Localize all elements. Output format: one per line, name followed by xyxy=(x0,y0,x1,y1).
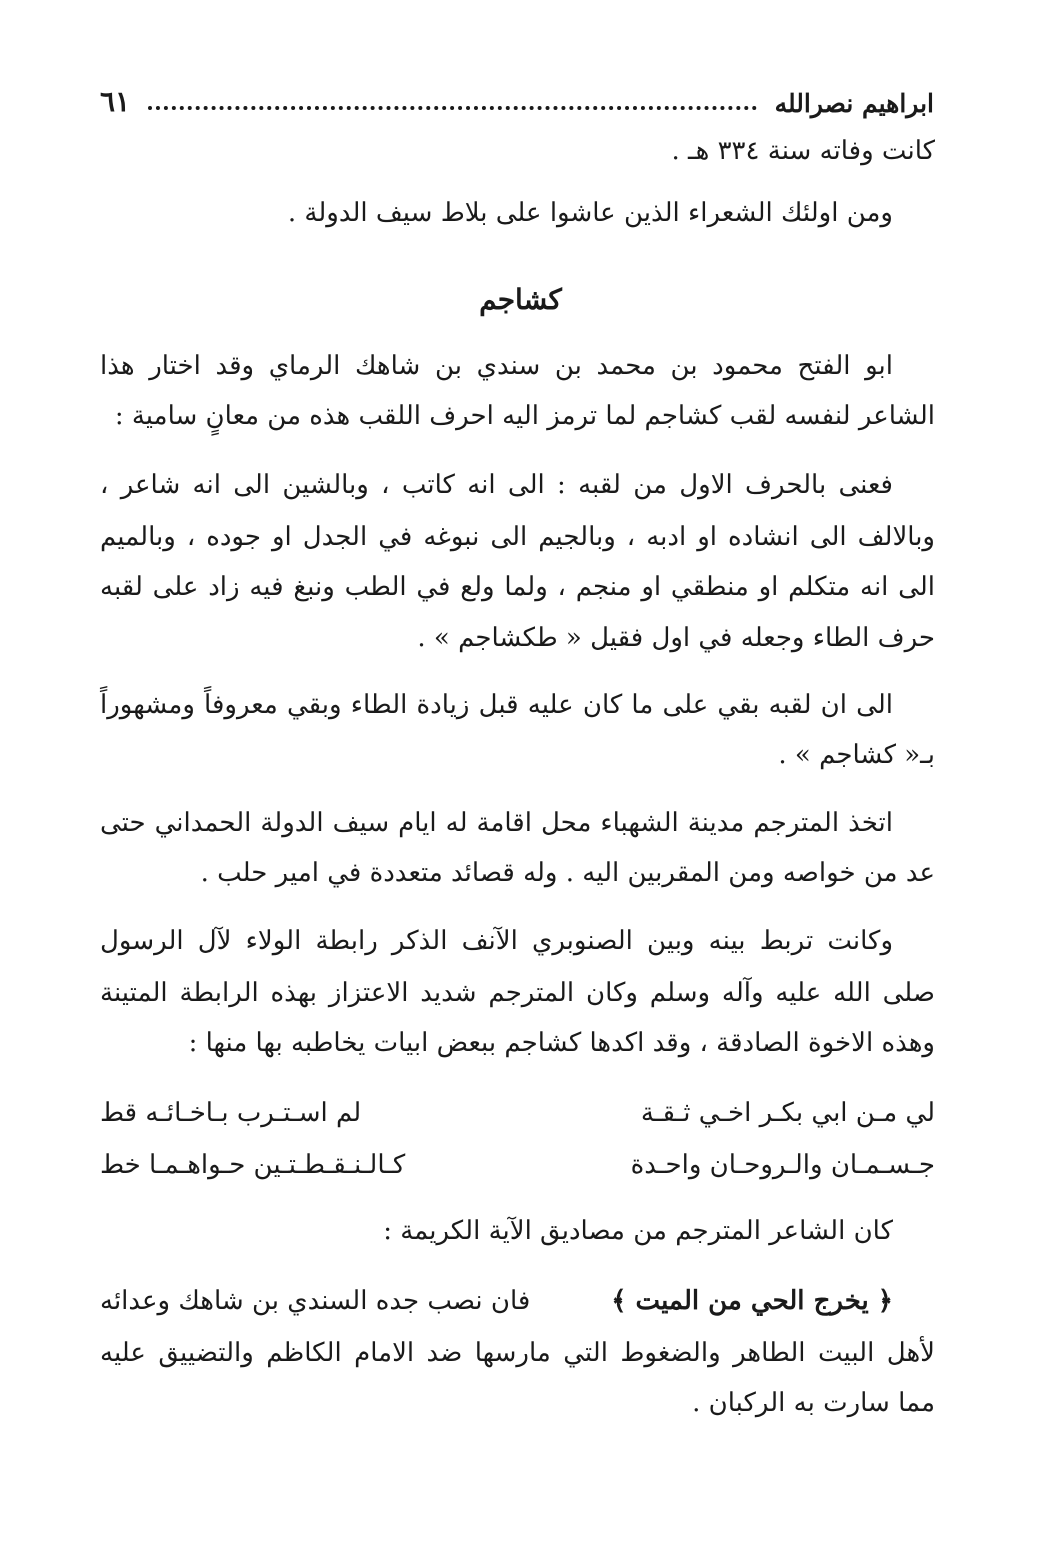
text-line: ومن اولئك الشعراء الذين عاشوا على بلاط سيف الدولة . xyxy=(287,198,893,228)
text-line: صلى الله عليه وآله وسلم وكان المترجم شديد الاعتزاز بهذه الرابطة المتينة xyxy=(100,978,935,1008)
text-line: مما سارت به الركبان . xyxy=(692,1388,935,1418)
section-heading: كشاجم xyxy=(479,283,562,316)
verse-second-hemistich: كـالـنـقـطـتـين حـواهـمـا خط xyxy=(100,1150,406,1180)
text-line: فعنى بالحرف الاول من لقبه : الى انه كاتب ، وبالشين الى انه شاعر ، xyxy=(100,470,893,500)
page-header xyxy=(100,84,934,118)
text-line: الى انه متكلم او منطقي او منجم ، ولما ولع في الطب ونبغ فيه زاد على لقبه xyxy=(100,572,935,602)
running-title: ابراهيم نصرالله xyxy=(774,89,934,118)
text-fragment: فان نصب جده السندي بن شاهك وعدائه xyxy=(100,1286,531,1316)
page-number: ٦١ xyxy=(100,85,131,118)
text-line: عد من خواصه ومن المقربين اليه . وله قصائد متعددة في امير حلب . xyxy=(200,858,935,888)
text-line: الشاعر لنفسه لقب كشاجم لما ترمز اليه احرف اللقب هذه من معانٍ سامية : xyxy=(114,401,935,431)
verse-first-hemistich: جـسـمـان والـروحـان واحـدة xyxy=(630,1150,935,1180)
text-line: ابو الفتح محمود بن محمد بن سندي بن شاهك الرماي وقد اختار هذا xyxy=(100,351,893,381)
text-line: كان الشاعر المترجم من مصاديق الآية الكريمة : xyxy=(383,1216,893,1246)
text-line: اتخذ المترجم مدينة الشهباء محل اقامة له ايام سيف الدولة الحمداني حتى xyxy=(100,808,893,838)
text-line: كانت وفاته سنة ٣٣٤ هـ . xyxy=(671,136,935,166)
text-line: وبالالف الى انشاده او ادبه ، وبالجيم الى نبوغه في الجدل او جوده ، وبالميم xyxy=(100,522,935,552)
verse-first-hemistich: لي مـن ابي بكـر اخـي ثـقـة xyxy=(640,1098,935,1128)
text-line: لأهل البيت الطاهر والضغوط التي مارسها ضد الامام الكاظم والتضييق عليه xyxy=(100,1338,935,1368)
quran-quote: ﴿ يخرج الحي من الميت ﴾ xyxy=(611,1286,893,1316)
text-line: الى ان لقبه بقي على ما كان عليه قبل زيادة الطاء وبقي معروفاً ومشهوراً xyxy=(100,690,893,720)
text-line: وهذه الاخوة الصادقة ، وقد اكدها كشاجم ببعض ابيات يخاطبه بها منها : xyxy=(188,1028,935,1058)
text-line: بـ« كشاجم » . xyxy=(778,740,935,770)
text-line: وكانت تربط بينه وبين الصنوبري الآنف الذكر رابطة الولاء لآل الرسول xyxy=(100,926,893,956)
poem-verse xyxy=(100,1150,935,1180)
text-line: حرف الطاء وجعله في اول فقيل « طكشاجم » . xyxy=(417,623,935,653)
dot-leader xyxy=(148,106,757,110)
verse-second-hemistich: لم اسـتـرب بـاخـائـه قط xyxy=(100,1098,362,1128)
poem-verse xyxy=(100,1098,935,1128)
text-line xyxy=(100,1288,893,1314)
